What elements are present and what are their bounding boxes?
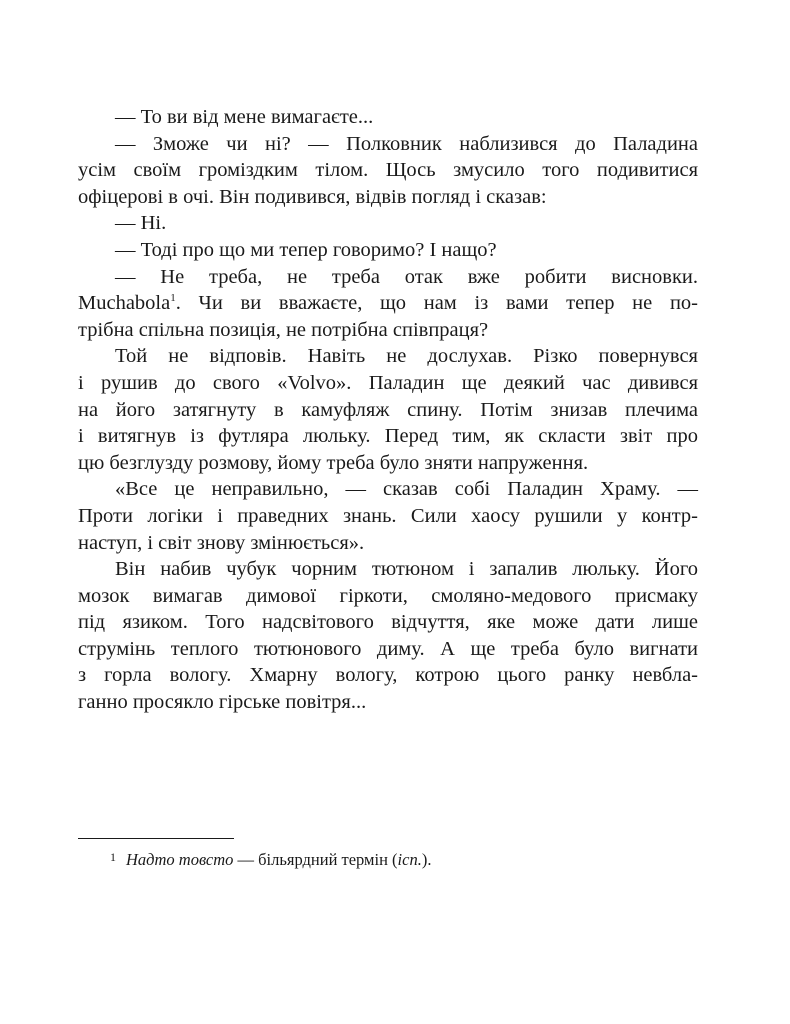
- footnote-reference[interactable]: 1: [170, 292, 176, 305]
- footnote-text: — більярдний термін (: [233, 850, 398, 869]
- text-line: — Не треба, не треба отак вже робити висновки.: [115, 265, 698, 288]
- text-line: ганно просякло гірське повітря...: [78, 691, 367, 714]
- text-line: — Зможе чи ні? — Полковник наблизився до Паладина: [115, 132, 698, 155]
- text-line: з горла вологу. Хмарну вологу, котрою цього ранку невбла-: [78, 664, 698, 687]
- footnote-term: Надто товсто: [126, 850, 234, 869]
- text-line: Проти логіки і праведних знань. Сили хаосу рушили у контр-: [78, 504, 698, 527]
- text-line: офіцерові в очі. Він подивився, відвів погляд і сказав:: [78, 185, 547, 208]
- footnote-divider: [78, 838, 234, 839]
- text-line: Він набив чубук чорним тютюном і запалив люльку. Його: [115, 558, 698, 581]
- text-line: мозок вимагав димової гіркоти, смоляно-медового присмаку: [78, 584, 698, 607]
- text-line: під язиком. Того надсвітового відчуття, яке може дати лише: [78, 611, 698, 634]
- foreign-word: Muchabola: [78, 292, 171, 315]
- text-body: [78, 104, 698, 716]
- text-line: — То ви від мене вимагаєте...: [115, 106, 374, 128]
- text-line: струмінь теплого тютюнового диму. А ще треба було вигнати: [78, 637, 698, 660]
- text-line: Той не відповів. Навіть не дослухав. Різко повернувся: [115, 345, 698, 368]
- footnote-abbreviation: ісп.: [397, 850, 422, 869]
- footnote-number: 1: [110, 850, 116, 864]
- text-line: і рушив до свого «Volvo». Паладин ще деякий час дивився: [78, 371, 698, 394]
- text-line: цю безглузду розмову, йому треба було зняти напруження.: [78, 451, 589, 474]
- text-line: — Ні.: [115, 212, 167, 235]
- text-line: трібна спільна позиція, не потрібна співпраця?: [78, 318, 489, 341]
- text-line-rest: . Чи ви вважаєте, що нам із вами тепер не по-: [175, 292, 698, 315]
- text-line: — Тоді про що ми тепер говоримо? І нащо?: [115, 238, 497, 261]
- footnote: [110, 846, 431, 871]
- text-line: і витягнув із футляра люльку. Перед тим, як скласти звіт про: [78, 425, 698, 448]
- text-line: наступ, і світ знову змінюється».: [78, 531, 365, 554]
- text-line: усім своїм громіздким тілом. Щось змусило того подивитися: [78, 159, 698, 182]
- footnote-text-end: ).: [421, 850, 432, 869]
- text-line: «Все це неправильно, — сказав собі Паладин Храму. —: [115, 478, 698, 501]
- text-line: [78, 290, 698, 317]
- text-line: на його затягнуту в камуфляж спину. Потім знизав плечима: [78, 398, 698, 421]
